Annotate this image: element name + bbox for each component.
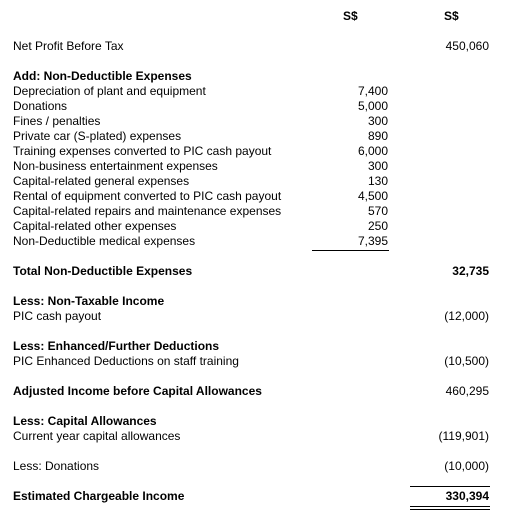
expense-value: 300 — [367, 114, 388, 128]
non-taxable-heading: Less: Non-Taxable Income — [13, 294, 165, 308]
expense-value: 6,000 — [357, 144, 388, 158]
total-non-deductible-value: 32,735 — [452, 264, 489, 278]
expense-label: Non-Deductible medical expenses — [13, 234, 196, 248]
expense-label: Rental of equipment converted to PIC cash payout — [13, 189, 282, 203]
expense-label: Fines / penalties — [13, 114, 101, 128]
expense-value: 250 — [367, 219, 388, 233]
expense-label: Non-business entertainment expenses — [13, 159, 218, 173]
adjusted-income-label: Adjusted Income before Capital Allowances — [13, 384, 262, 398]
expense-label: Depreciation of plant and equipment — [13, 84, 206, 98]
double-underline-2 — [410, 509, 490, 510]
double-underline-1 — [410, 506, 490, 507]
expense-label: Capital-related repairs and maintenance expenses — [13, 204, 282, 218]
expense-value: 890 — [367, 129, 388, 143]
expense-label: Capital-related general expenses — [13, 174, 190, 188]
enhanced-deductions-label: PIC Enhanced Deductions on staff training — [13, 354, 239, 368]
expense-label: Capital-related other expenses — [13, 219, 177, 233]
total-top-rule — [410, 486, 490, 487]
expense-label: Donations — [13, 99, 68, 113]
expense-label: Training expenses converted to PIC cash payout — [13, 144, 272, 158]
expense-value: 7,395 — [357, 234, 388, 248]
expense-label: Private car (S-plated) expenses — [13, 129, 182, 143]
capital-allowances-heading: Less: Capital Allowances — [13, 414, 157, 428]
expense-value: 4,500 — [357, 189, 388, 203]
chargeable-income-label: Estimated Chargeable Income — [13, 489, 185, 503]
non-deductible-heading: Add: Non-Deductible Expenses — [13, 69, 192, 83]
donations-value: (10,000) — [444, 459, 489, 473]
expense-value: 570 — [367, 204, 388, 218]
subtotal-underline — [312, 250, 389, 251]
adjusted-income-value: 460,295 — [445, 384, 489, 398]
net-profit-label: Net Profit Before Tax — [13, 39, 124, 53]
expense-value: 300 — [367, 159, 388, 173]
expense-value: 7,400 — [357, 84, 388, 98]
net-profit-value: 450,060 — [445, 39, 489, 53]
expense-value: 5,000 — [357, 99, 388, 113]
enhanced-deductions-heading: Less: Enhanced/Further Deductions — [13, 339, 220, 353]
pic-cash-payout-label: PIC cash payout — [13, 309, 102, 323]
column-header-2: S$ — [444, 9, 459, 23]
column-header-1: S$ — [343, 9, 358, 23]
capital-allowances-value: (119,901) — [438, 429, 489, 443]
chargeable-income-value: 330,394 — [445, 489, 489, 503]
expense-value: 130 — [367, 174, 388, 188]
capital-allowances-label: Current year capital allowances — [13, 429, 181, 443]
total-non-deductible-label: Total Non-Deductible Expenses — [13, 264, 193, 278]
donations-label: Less: Donations — [13, 459, 100, 473]
enhanced-deductions-value: (10,500) — [444, 354, 489, 368]
pic-cash-payout-value: (12,000) — [444, 309, 489, 323]
